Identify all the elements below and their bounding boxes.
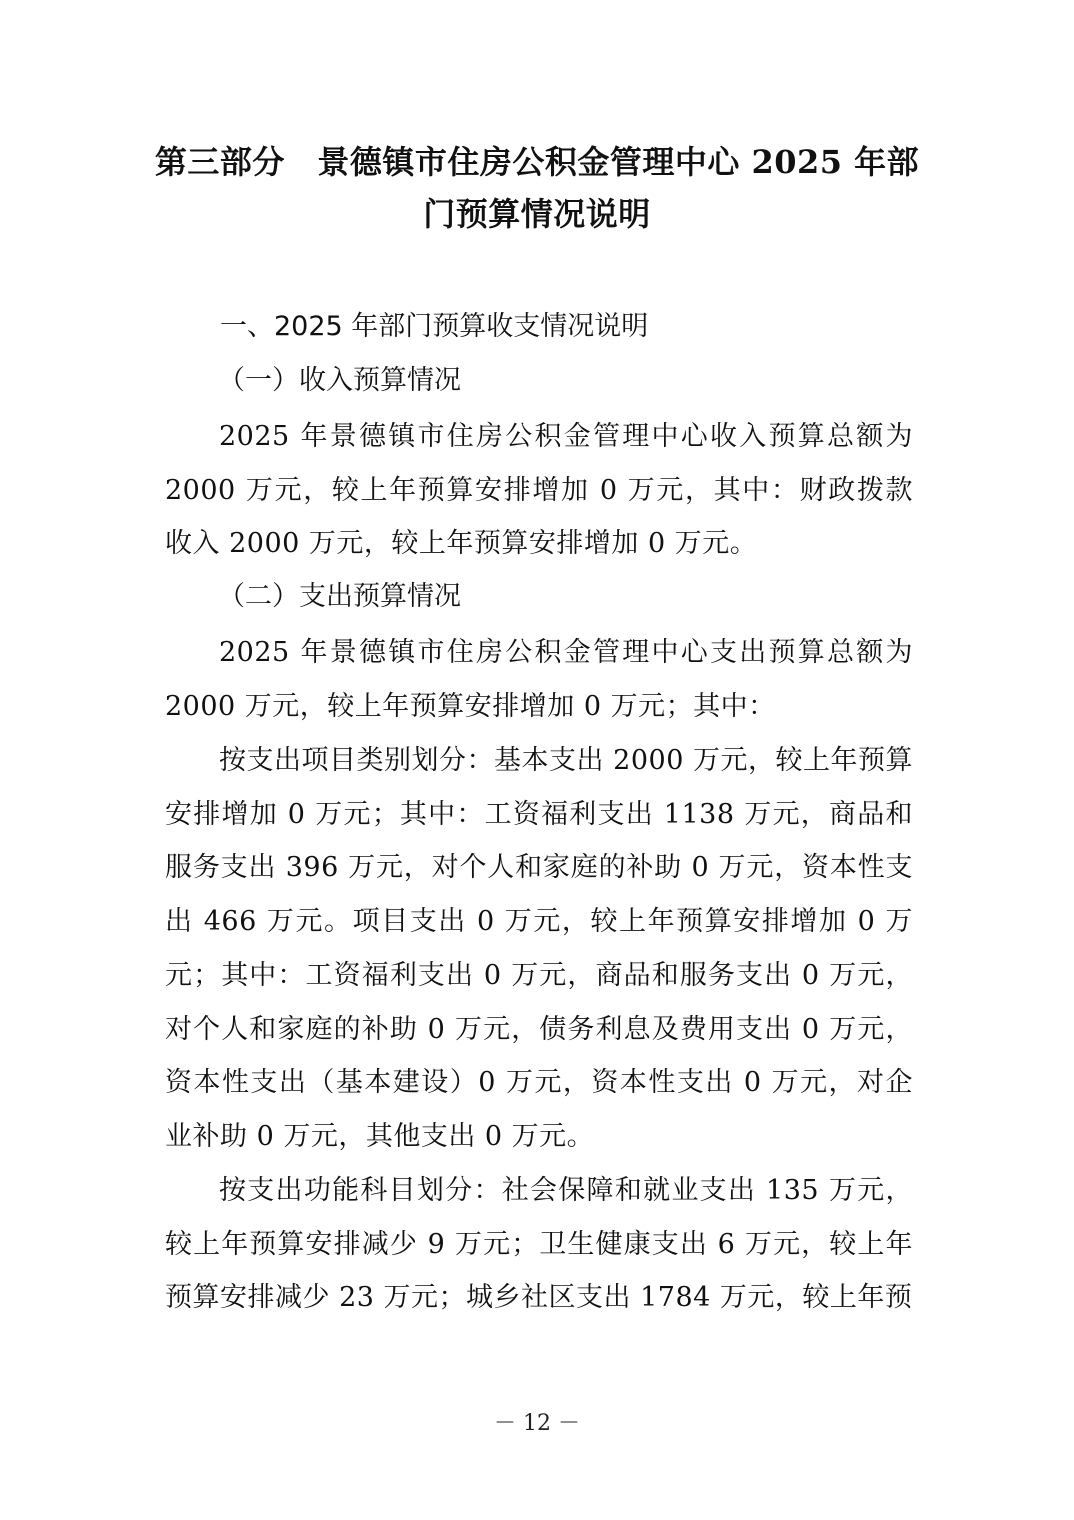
page-number: － 12 － <box>494 1411 580 1436</box>
subheading-income: （一）收入预算情况 <box>218 365 461 396</box>
expenditure-by-category-paragraph: 按支出项目类别划分：基本支出 2000 万元，较上年预算安排增加 0 万元；其中：工资福利支出 1138 万元，商品和服务支出 396 万元，对个人和家庭的补助 0 万元，资本性支出 466 万元。项目支出 0 万元，较上年预算安排增加 0 万元；其中：工资福利支出 0 万元，商品和服务支出 0 万元，对个人和家庭的补助 0 万元，债务利息及费用支出 0 万元，资本性支出（基本建设）0 万元，资本性支出 0 万元，对企业补助 0 万元，其他支出 0 万元。 <box>165 745 913 1152</box>
expenditure-by-function-paragraph: 按支出功能科目划分：社会保障和就业支出 135 万元，较上年预算安排减少 9 万元；卫生健康支出 6 万元，较上年预算安排减少 23 万元；城乡社区支出 1784 万元，较上年预 <box>165 1175 913 1314</box>
page-title-line-2: 门预算情况说明 <box>423 195 651 233</box>
page-title-line-1: 第三部分 景德镇市住房公积金管理中心 2025 年部 <box>154 143 920 181</box>
subheading-expenditure: （二）支出预算情况 <box>218 581 461 612</box>
expenditure-paragraph: 2025 年景德镇市住房公积金管理中心支出预算总额为 2000 万元，较上年预算安排增加 0 万元；其中： <box>165 637 913 722</box>
income-paragraph: 2025 年景德镇市住房公积金管理中心收入预算总额为 2000 万元，较上年预算安排增加 0 万元，其中：财政拨款收入 2000 万元，较上年预算安排增加 0 万元。 <box>165 421 913 560</box>
section-heading-budget-overview: 一、2025 年部门预算收支情况说明 <box>220 311 649 342</box>
